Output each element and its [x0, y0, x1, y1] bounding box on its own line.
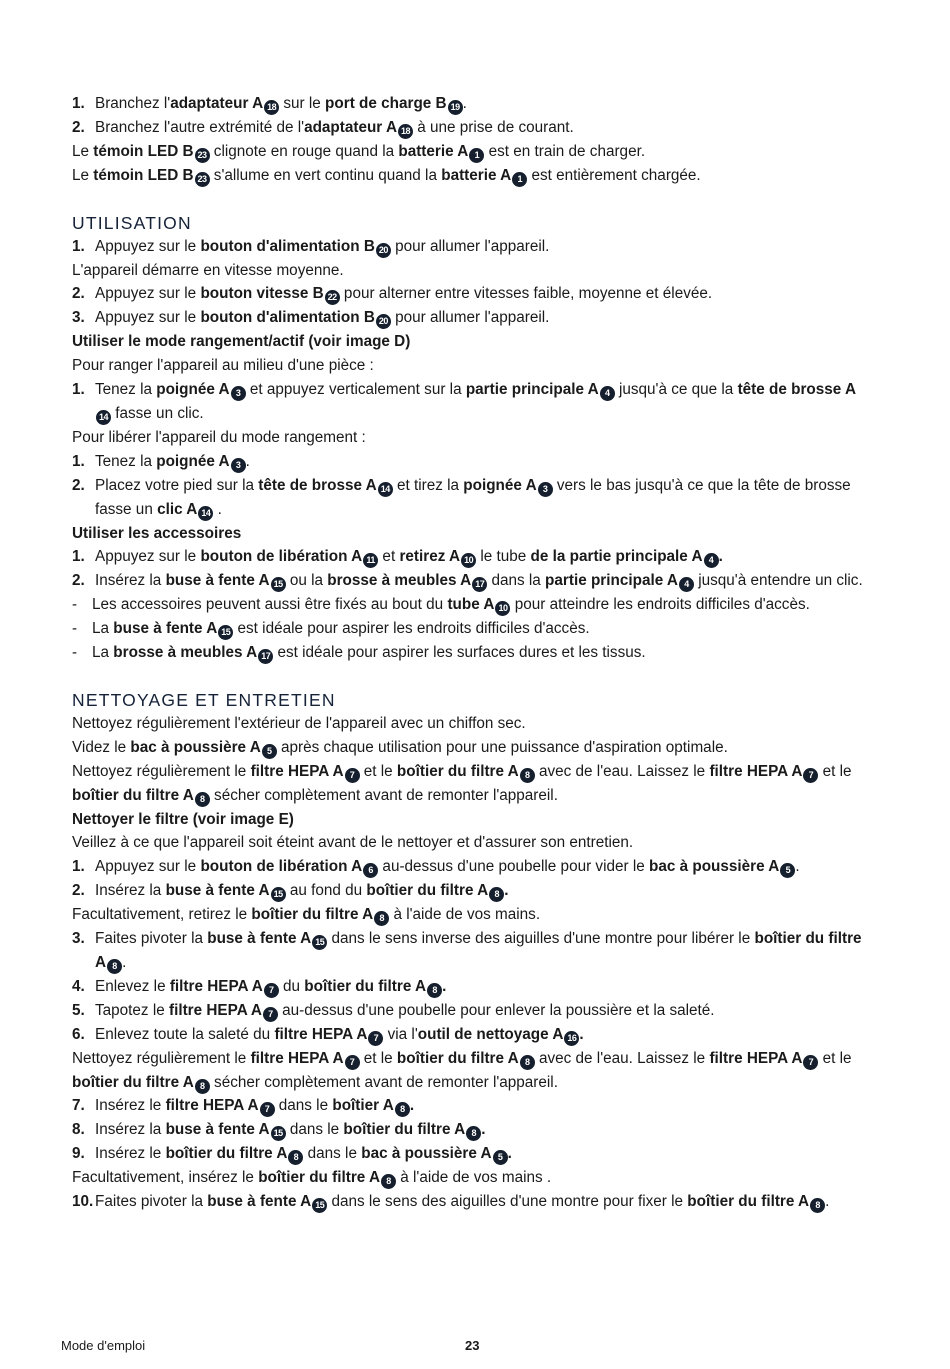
item-marker: 7. — [72, 1097, 85, 1115]
part-name: poignée A — [156, 381, 230, 399]
numbered-step — [72, 1142, 872, 1166]
part-name: de la partie principale A — [530, 548, 703, 566]
part-name: buse à fente A — [113, 620, 218, 638]
text-run: La — [92, 644, 114, 662]
text-run: avec de l'eau. Laissez le — [534, 762, 710, 780]
text-run: du — [278, 977, 305, 995]
text-run: le tube — [476, 548, 531, 566]
item-marker: 8. — [72, 1121, 85, 1139]
text-run: et le — [818, 762, 852, 780]
page-number: 23 — [465, 1338, 480, 1353]
text-run: pour alterner entre vitesses faible, moyenne et élevée. — [339, 285, 713, 303]
part-name: batterie A — [398, 142, 469, 160]
text-run: Appuyez sur le — [95, 309, 201, 327]
part-name: boîtier du filtre A — [304, 977, 427, 995]
text-run: Branchez l'autre extrémité de l' — [95, 118, 305, 136]
text-run: . — [122, 954, 127, 971]
bullet-item — [72, 593, 872, 617]
footer-title: Mode d'emploi — [61, 1338, 146, 1353]
item-marker: 10. — [72, 1193, 94, 1211]
part-name: brosse à meubles A — [113, 644, 258, 662]
text-run: UTILISATION — [72, 212, 192, 233]
part-name: buse à fente A — [207, 930, 312, 948]
part-name: . — [718, 548, 723, 566]
part-number-badge: 7 — [264, 983, 279, 998]
paragraph — [72, 736, 872, 760]
part-number-badge: 23 — [195, 172, 210, 187]
paragraph — [72, 760, 872, 808]
item-marker: 1. — [72, 548, 85, 566]
text-run: . — [825, 1193, 830, 1211]
part-number-badge: 5 — [780, 863, 795, 878]
text-run: dans la — [487, 572, 546, 590]
part-name: batterie A — [441, 166, 512, 184]
text-run: jusqu'à entendre un clic. — [693, 572, 863, 590]
text-run: dans le — [285, 1121, 344, 1139]
part-name: bouton d'alimentation B — [200, 309, 375, 327]
text-run: Placez votre pied sur la — [95, 476, 259, 494]
part-number-badge: 18 — [264, 100, 279, 115]
part-name: partie principale A — [545, 572, 678, 590]
part-number-badge: 20 — [376, 314, 391, 329]
part-number-badge: 8 — [288, 1150, 303, 1165]
text-run: et appuyez verticalement sur la — [245, 381, 466, 399]
text-run: avec de l'eau. Laissez le — [534, 1049, 710, 1067]
part-name: boîtier A — [332, 1097, 394, 1115]
text-run: au-dessus d'une poubelle pour vider le — [378, 858, 649, 876]
numbered-step — [72, 1023, 872, 1047]
bullet-item — [72, 617, 872, 641]
subheading — [72, 522, 872, 546]
part-number-badge: 8 — [520, 768, 535, 783]
text-run: après chaque utilisation pour une puissance d'aspiration optimale. — [276, 738, 728, 756]
part-name: . — [409, 1097, 415, 1115]
part-number-badge: 7 — [345, 768, 360, 783]
text-run: jusqu'à ce que la — [614, 381, 738, 399]
part-name: boîtier du filtre A — [165, 1145, 288, 1163]
item-marker: 4. — [72, 977, 85, 995]
text-run: Enlevez toute la saleté du — [95, 1025, 275, 1043]
part-name: poignée A — [156, 452, 230, 470]
part-name: filtre HEPA A — [250, 762, 344, 780]
part-number-badge: 10 — [495, 601, 510, 616]
text-run: Faites pivoter la — [95, 930, 208, 948]
part-number-badge: 15 — [312, 1198, 327, 1213]
text-run: . — [245, 452, 250, 470]
text-run: Branchez l' — [95, 95, 171, 112]
text-run: Nettoyez régulièrement le — [72, 762, 251, 780]
item-marker: 1. — [72, 237, 85, 255]
paragraph — [72, 426, 872, 450]
item-marker: 3. — [72, 930, 85, 948]
part-name: . — [481, 1121, 486, 1139]
part-number-badge: 15 — [271, 1126, 286, 1141]
text-run: . — [795, 858, 800, 876]
part-number-badge: 4 — [704, 553, 719, 568]
text-run: Tenez la — [95, 452, 157, 470]
numbered-step — [72, 879, 872, 903]
part-number-badge: 3 — [538, 482, 553, 497]
text-run: à l'aide de vos mains . — [396, 1169, 552, 1187]
item-marker: 2. — [72, 882, 85, 900]
text-run: Appuyez sur le — [95, 548, 201, 566]
part-name: buse à fente A — [165, 882, 270, 900]
paragraph — [72, 354, 872, 378]
part-name: bac à poussière A — [130, 738, 261, 756]
part-name: buse à fente A — [165, 572, 270, 590]
numbered-step — [72, 1094, 872, 1118]
part-number-badge: 14 — [378, 482, 393, 497]
part-number-badge: 8 — [195, 1079, 210, 1094]
part-name: filtre HEPA A — [709, 1049, 803, 1067]
part-name: partie principale A — [465, 381, 599, 399]
part-name: tube A — [447, 596, 495, 614]
part-number-badge: 8 — [489, 887, 504, 902]
text-run: Nettoyez régulièrement l'extérieur de l'appareil avec un chiffon sec. — [72, 714, 526, 732]
part-name: filtre HEPA A — [250, 1049, 344, 1067]
paragraph — [72, 164, 872, 188]
text-run: Facultativement, retirez le — [72, 906, 252, 924]
part-name: boîtier du filtre A — [72, 1073, 194, 1091]
section-heading — [72, 688, 872, 712]
text-run: et tirez la — [392, 476, 464, 494]
text-run: et le — [818, 1049, 852, 1067]
numbered-step — [72, 378, 872, 426]
subheading — [72, 808, 872, 832]
text-run: Appuyez sur le — [95, 285, 201, 303]
part-number-badge: 8 — [810, 1198, 825, 1213]
part-number-badge: 20 — [376, 243, 391, 258]
text-run: Pour ranger l'appareil au milieu d'une pièce : — [72, 357, 374, 375]
text-run: dans le sens des aiguilles d'une montre pour fixer le — [327, 1193, 688, 1211]
item-marker: 1. — [72, 95, 85, 112]
part-number-badge: 3 — [231, 458, 246, 473]
part-name: brosse à meubles A — [327, 572, 472, 590]
part-name: boîtier du filtre A — [258, 1169, 381, 1187]
part-number-badge: 8 — [395, 1102, 410, 1117]
part-name: . — [504, 882, 509, 900]
part-number-badge: 1 — [469, 148, 484, 163]
part-number-badge: 5 — [262, 744, 277, 759]
text-run: vers le bas jusqu'à ce que la tête de brosse fasse un — [95, 476, 851, 518]
text-run: Tapotez le — [95, 1001, 169, 1019]
part-name: boîtier du filtre A — [343, 1121, 466, 1139]
numbered-step — [72, 855, 872, 879]
item-marker: 6. — [72, 1025, 85, 1043]
part-name: . — [442, 977, 447, 995]
text-run: Insérez la — [95, 882, 166, 900]
item-marker: 1. — [72, 452, 85, 470]
part-name: tête de brosse A — [258, 476, 377, 494]
part-name: bac à poussière A — [648, 858, 780, 876]
part-name: boîtier du filtre A — [251, 906, 374, 924]
text-run: dans le — [274, 1097, 333, 1115]
text-run: Nettoyer le filtre (voir image E) — [72, 810, 294, 828]
numbered-step — [72, 927, 872, 975]
text-run: pour allumer l'appareil. — [390, 309, 550, 327]
part-number-badge: 8 — [466, 1126, 481, 1141]
part-number-badge: 4 — [600, 386, 615, 401]
text-run: au-dessus d'une poubelle pour enlever la poussière et la saleté. — [277, 1001, 715, 1019]
numbered-step — [72, 235, 872, 259]
part-name: témoin LED B — [93, 166, 194, 184]
part-number-badge: 8 — [381, 1174, 396, 1189]
part-number-badge: 7 — [803, 1055, 818, 1070]
part-number-badge: 10 — [461, 553, 476, 568]
text-run: est idéale pour aspirer les surfaces dures et les tissus. — [273, 644, 646, 662]
part-number-badge: 8 — [374, 911, 389, 926]
part-number-badge: 7 — [260, 1102, 275, 1117]
numbered-step — [72, 92, 872, 116]
numbered-step — [72, 569, 872, 593]
item-marker: - — [72, 620, 78, 638]
text-run: Appuyez sur le — [95, 858, 201, 876]
part-number-badge: 7 — [803, 768, 818, 783]
part-name: . — [507, 1145, 512, 1163]
part-number-badge: 8 — [427, 983, 442, 998]
part-number-badge: 17 — [258, 649, 273, 664]
part-number-badge: 15 — [271, 887, 286, 902]
paragraph — [72, 831, 872, 855]
part-number-badge: 11 — [363, 553, 378, 568]
numbered-step — [72, 282, 872, 306]
numbered-step — [72, 545, 872, 569]
paragraph — [72, 1166, 872, 1190]
item-marker: 1. — [72, 858, 85, 876]
item-marker: 5. — [72, 1001, 85, 1019]
item-marker: - — [72, 644, 78, 662]
text-run: à une prise de courant. — [413, 118, 574, 136]
part-name: filtre HEPA A — [169, 977, 263, 995]
document-body — [72, 92, 872, 1214]
text-run: NETTOYAGE ET ENTRETIEN — [72, 689, 336, 710]
item-marker: 2. — [72, 572, 85, 590]
part-number-badge: 15 — [312, 935, 327, 950]
section-heading — [72, 211, 872, 235]
part-number-badge: 7 — [345, 1055, 360, 1070]
paragraph — [72, 712, 872, 736]
text-run: Facultativement, insérez le — [72, 1169, 259, 1187]
part-name: boîtier du filtre A — [396, 762, 519, 780]
text-run: ou la — [285, 572, 328, 590]
part-number-badge: 1 — [512, 172, 527, 187]
bullet-item — [72, 641, 872, 665]
part-number-badge: 6 — [363, 863, 378, 878]
item-marker: 9. — [72, 1145, 85, 1163]
part-name: filtre HEPA A — [709, 762, 803, 780]
part-number-badge: 7 — [263, 1007, 278, 1022]
text-run: Utiliser le mode rangement/actif (voir image D) — [72, 333, 411, 351]
text-run: . — [462, 95, 467, 112]
text-run: Les accessoires peuvent aussi être fixés au bout du — [92, 596, 448, 614]
text-run: Insérez la — [95, 1121, 166, 1139]
text-run: est entièrement chargée. — [527, 166, 701, 184]
text-run: au fond du — [285, 882, 367, 900]
part-number-badge: 8 — [107, 959, 122, 974]
paragraph — [72, 903, 872, 927]
part-name: boîtier du filtre A — [687, 1193, 810, 1211]
numbered-step — [72, 1118, 872, 1142]
part-number-badge: 17 — [472, 577, 487, 592]
item-marker: 2. — [72, 285, 85, 303]
text-run: pour atteindre les endroits difficiles d'accès. — [510, 596, 810, 614]
part-name: boîtier du filtre A — [366, 882, 489, 900]
part-name: boîtier du filtre A — [95, 930, 862, 971]
text-run: sécher complètement avant de remonter l'appareil. — [209, 1073, 558, 1091]
subheading — [72, 330, 872, 354]
part-number-badge: 5 — [493, 1150, 508, 1165]
part-name: bouton d'alimentation B — [200, 237, 375, 255]
text-run: est idéale pour aspirer les endroits difficiles d'accès. — [233, 620, 590, 638]
part-name: poignée A — [463, 476, 537, 494]
part-number-badge: 8 — [520, 1055, 535, 1070]
numbered-step — [72, 306, 872, 330]
text-run: Enlevez le — [95, 977, 170, 995]
text-run: Insérez la — [95, 572, 166, 590]
part-name: bouton de libération A — [200, 548, 363, 566]
item-marker: 3. — [72, 309, 85, 327]
numbered-step — [72, 999, 872, 1023]
numbered-step — [72, 450, 872, 474]
part-name: adaptateur A — [170, 95, 264, 112]
text-run: à l'aide de vos mains. — [389, 906, 541, 924]
text-run: Faites pivoter la — [95, 1193, 208, 1211]
text-run: Pour libérer l'appareil du mode rangement : — [72, 428, 366, 446]
text-run: sécher complètement avant de remonter l'appareil. — [209, 786, 558, 804]
part-name: buse à fente A — [207, 1193, 312, 1211]
text-run: dans le sens inverse des aiguilles d'une montre pour libérer le — [327, 930, 755, 948]
part-name: filtre HEPA A — [168, 1001, 262, 1019]
item-marker: - — [72, 596, 78, 614]
numbered-step — [72, 975, 872, 999]
part-number-badge: 7 — [368, 1031, 383, 1046]
part-name: bouton de libération A — [200, 858, 363, 876]
part-name: outil de nettoyage A — [417, 1025, 564, 1043]
text-run: et le — [359, 762, 397, 780]
part-name: buse à fente A — [165, 1121, 270, 1139]
text-run: Insérez le — [95, 1145, 166, 1163]
part-number-badge: 14 — [198, 506, 213, 521]
part-name: filtre HEPA A — [274, 1025, 368, 1043]
text-run: L'appareil démarre en vitesse moyenne. — [72, 261, 344, 279]
part-name: boîtier du filtre A — [72, 786, 194, 804]
text-run: . — [213, 500, 222, 518]
text-run: dans le — [303, 1145, 362, 1163]
text-run: La — [92, 620, 114, 638]
text-run: Nettoyez régulièrement le — [72, 1049, 251, 1067]
text-run: via l' — [383, 1025, 418, 1043]
text-run: fasse un clic. — [111, 404, 204, 422]
part-number-badge: 3 — [231, 386, 246, 401]
part-number-badge: 4 — [679, 577, 694, 592]
part-name: bouton vitesse B — [200, 285, 324, 303]
part-number-badge: 19 — [448, 100, 463, 115]
text-run: clignote en rouge quand la — [209, 142, 399, 160]
part-name: retirez A — [399, 548, 461, 566]
part-number-badge: 18 — [398, 124, 413, 139]
part-name: boîtier du filtre A — [396, 1049, 519, 1067]
part-number-badge: 14 — [96, 410, 111, 425]
item-marker: 2. — [72, 118, 85, 136]
part-number-badge: 16 — [564, 1031, 579, 1046]
text-run: sur le — [279, 95, 326, 112]
part-name: . — [579, 1025, 584, 1043]
part-number-badge: 23 — [195, 148, 210, 163]
part-name: témoin LED B — [93, 142, 194, 160]
text-run: et le — [359, 1049, 397, 1067]
part-number-badge: 15 — [271, 577, 286, 592]
item-marker: 2. — [72, 476, 85, 494]
part-number-badge: 22 — [325, 290, 340, 305]
paragraph — [72, 140, 872, 164]
part-name: bac à poussière A — [361, 1145, 492, 1163]
text-run: Videz le — [72, 738, 131, 756]
part-name: adaptateur A — [304, 118, 397, 136]
text-run: et — [378, 548, 400, 566]
part-name: tête de brosse A — [737, 381, 857, 399]
text-run: Veillez à ce que l'appareil soit éteint avant de le nettoyer et d'assurer son entretien. — [72, 834, 634, 852]
item-marker: 1. — [72, 381, 85, 399]
text-run: pour allumer l'appareil. — [390, 237, 550, 255]
text-run: Tenez la — [95, 381, 157, 399]
part-number-badge: 15 — [218, 625, 233, 640]
part-name: port de charge B — [325, 95, 447, 112]
text-run: Le — [72, 142, 94, 160]
numbered-step — [72, 1190, 872, 1214]
text-run: Appuyez sur le — [95, 237, 201, 255]
text-run: Le — [72, 166, 94, 184]
text-run: s'allume en vert continu quand la — [209, 166, 442, 184]
part-number-badge: 8 — [195, 792, 210, 807]
text-run: est en train de charger. — [484, 142, 646, 160]
text-run: Utiliser les accessoires — [72, 524, 242, 542]
paragraph — [72, 259, 872, 283]
paragraph — [72, 1047, 872, 1095]
numbered-step — [72, 116, 872, 140]
text-run: Insérez le — [95, 1097, 166, 1115]
part-name: clic A — [157, 500, 198, 518]
part-name: filtre HEPA A — [165, 1097, 259, 1115]
numbered-step — [72, 474, 872, 522]
